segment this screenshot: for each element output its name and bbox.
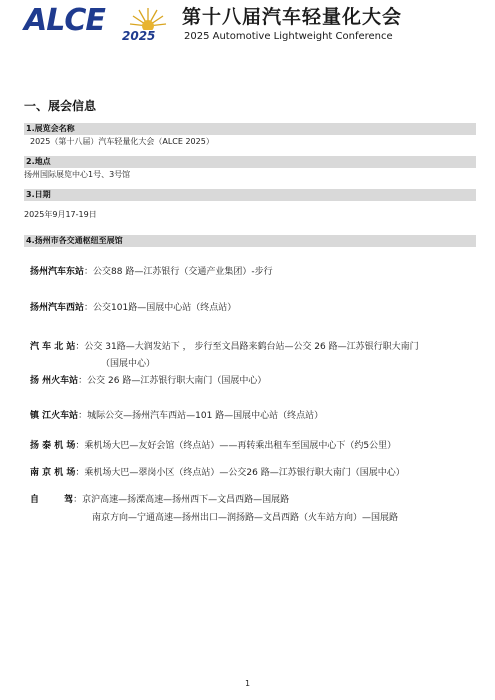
sunburst-icon [128,6,168,30]
logo-year: 2025 [122,29,156,43]
conference-title: 第十八届汽车轻量化大会 [182,6,403,28]
exhibition-name-heading: 1.展览会名称 [24,123,476,135]
exhibition-name-value: 2025（第十八届）汽车轻量化大会（ALCE 2025） [30,137,214,146]
venue-heading: 2.地点 [24,156,476,168]
route-item [30,341,419,354]
route-text: ：乘机场大巴—翠岗小区（终点站）—公交26 路—江苏银行职大南门（国展中心） [75,468,405,478]
route-text-continued: 南京方向—宁通高速—扬州出口—润扬路—文昌西路（火车站方向）—国展路 [92,513,399,523]
route-text: ：城际公交—扬州汽车西站—101 路—国展中心站（终点站） [78,411,324,421]
route-item [30,302,236,315]
route-text: ：京沪高速—扬溧高速—扬州西下—文昌西路—国展路 [73,495,290,505]
route-text: ：乘机场大巴—友好会馆（终点站）——再转乘出租车至国展中心下（约5公里） [75,441,397,451]
transport-heading: 4.扬州市各交通枢纽至展馆 [24,235,476,247]
route-text: ：公交88 路—江苏银行（交通产业集团）-步行 [84,267,273,277]
page-header [0,0,495,50]
logo-text: ALCE [24,3,105,38]
route-item [30,440,396,453]
route-item [30,375,266,388]
route-text: ：公交 26 路—江苏银行职大南门（国展中心） [78,376,267,386]
conference-subtitle: 2025 Automotive Lightweight Conference [184,31,393,42]
route-label: 扬 泰 机 场 [30,441,76,451]
route-item [30,494,289,507]
alce-logo [24,3,174,44]
route-text: ：公交101路—国展中心站（终点站） [84,303,237,313]
venue-value: 扬州国际展览中心1号、3号馆 [24,170,131,179]
route-item [30,467,405,480]
route-label: 扬 州火车站 [30,376,79,386]
section-title: 一、展会信息 [24,99,97,113]
route-label: 镇 江火车站 [30,411,79,421]
date-heading: 3.日期 [24,189,476,201]
route-text-continued: （国展中心） [101,359,156,369]
route-item [30,266,273,279]
route-label: 汽 车 北 站 [30,342,76,352]
page-number: 1 [244,679,251,688]
route-label: 南 京 机 场 [30,468,76,478]
date-value: 2025年9月17-19日 [24,210,97,219]
route-label: 自 驾 [30,495,74,505]
route-text: ：公交 31路—大润发站下 ， 步行至文昌路来鹤台站—公交 26 路—江苏银行职大南门 [75,342,419,352]
route-item [30,410,323,423]
route-label: 扬州汽车西站 [30,303,85,313]
route-label: 扬州汽车东站 [30,267,85,277]
